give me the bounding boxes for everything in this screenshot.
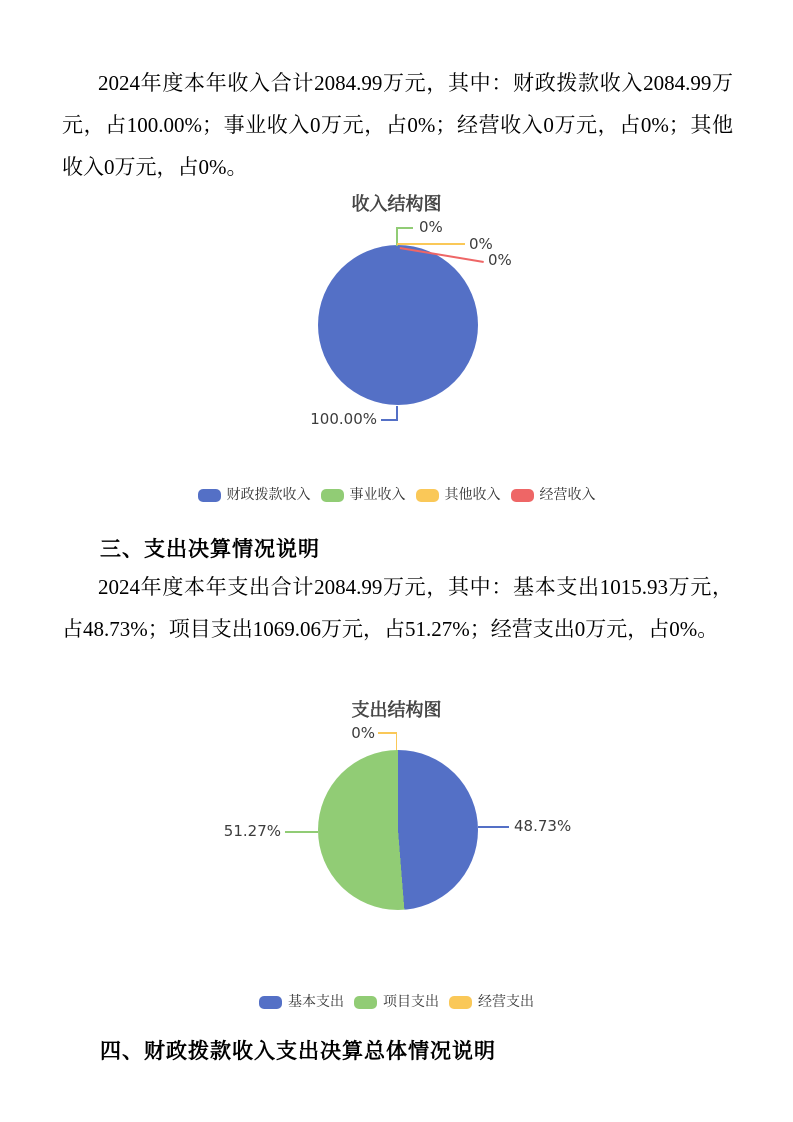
expense-leader-yellow-vertical	[396, 732, 398, 751]
expense-leader-green	[285, 831, 318, 833]
expense-label-jingying: 0%	[351, 724, 375, 742]
expense-chart-title: 支出结构图	[351, 700, 442, 721]
section3-heading: 三、支出决算情况说明	[100, 537, 320, 561]
legend-item-xiangmu	[354, 994, 439, 1010]
income-leader-blue-vertical	[396, 406, 398, 420]
expense-paragraph: 2024年度本年支出合计2084.99万元，其中：基本支出1015.93万元，占48.73%；项目支出1069.06万元，占51.27%；经营支出0万元，占0%。	[62, 575, 733, 641]
legend-label: 项目支出	[383, 994, 439, 1010]
expense-label-xiangmu: 51.27%	[223, 822, 281, 840]
income-label-caizheng: 100.00%	[310, 410, 377, 428]
legend-marker-green-icon	[321, 489, 344, 502]
legend-label: 经营收入	[539, 487, 596, 503]
income-leader-blue-horizontal	[381, 419, 398, 421]
legend-label: 经营支出	[478, 994, 534, 1010]
legend-marker-green-icon	[354, 996, 377, 1009]
legend-label: 事业收入	[349, 487, 406, 503]
income-pie	[318, 245, 478, 405]
legend-item-shiye	[321, 487, 406, 503]
legend-marker-blue-icon	[259, 996, 282, 1009]
legend-item-jiben	[259, 994, 344, 1010]
income-leader-green-horizontal	[396, 227, 413, 229]
legend-label: 基本支出	[288, 994, 344, 1010]
legend-item-jingying	[511, 487, 596, 503]
legend-item-caizhengbokuan	[198, 487, 311, 503]
legend-marker-blue-icon	[198, 489, 221, 502]
expense-leader-blue	[478, 826, 509, 828]
expense-leader-yellow-horizontal	[378, 732, 397, 734]
income-label-shiye: 0%	[419, 218, 443, 236]
income-label-jingying: 0%	[488, 251, 512, 269]
legend-label: 财政拨款收入	[226, 487, 311, 503]
income-paragraph: 2024年度本年收入合计2084.99万元，其中：财政拨款收入2084.99万元，占100.00%；事业收入0万元，占0%；经营收入0万元，占0%；其他收入0万元，占0%。	[62, 71, 733, 179]
legend-item-qita	[416, 487, 501, 503]
income-chart-legend	[0, 487, 793, 503]
legend-marker-yellow-icon	[416, 489, 439, 502]
income-chart-title: 收入结构图	[351, 194, 442, 215]
section4-heading: 四、财政拨款收入支出决算总体情况说明	[100, 1039, 496, 1063]
expense-label-jiben: 48.73%	[514, 817, 572, 835]
legend-label: 其他收入	[444, 487, 501, 503]
income-leader-yellow	[397, 243, 465, 245]
income-label-qita: 0%	[469, 235, 493, 253]
expense-pie	[318, 750, 478, 910]
legend-item-jingying-zhichu	[449, 994, 534, 1010]
legend-marker-red-icon	[511, 489, 534, 502]
expense-chart-legend	[0, 994, 793, 1010]
legend-marker-yellow-icon	[449, 996, 472, 1009]
